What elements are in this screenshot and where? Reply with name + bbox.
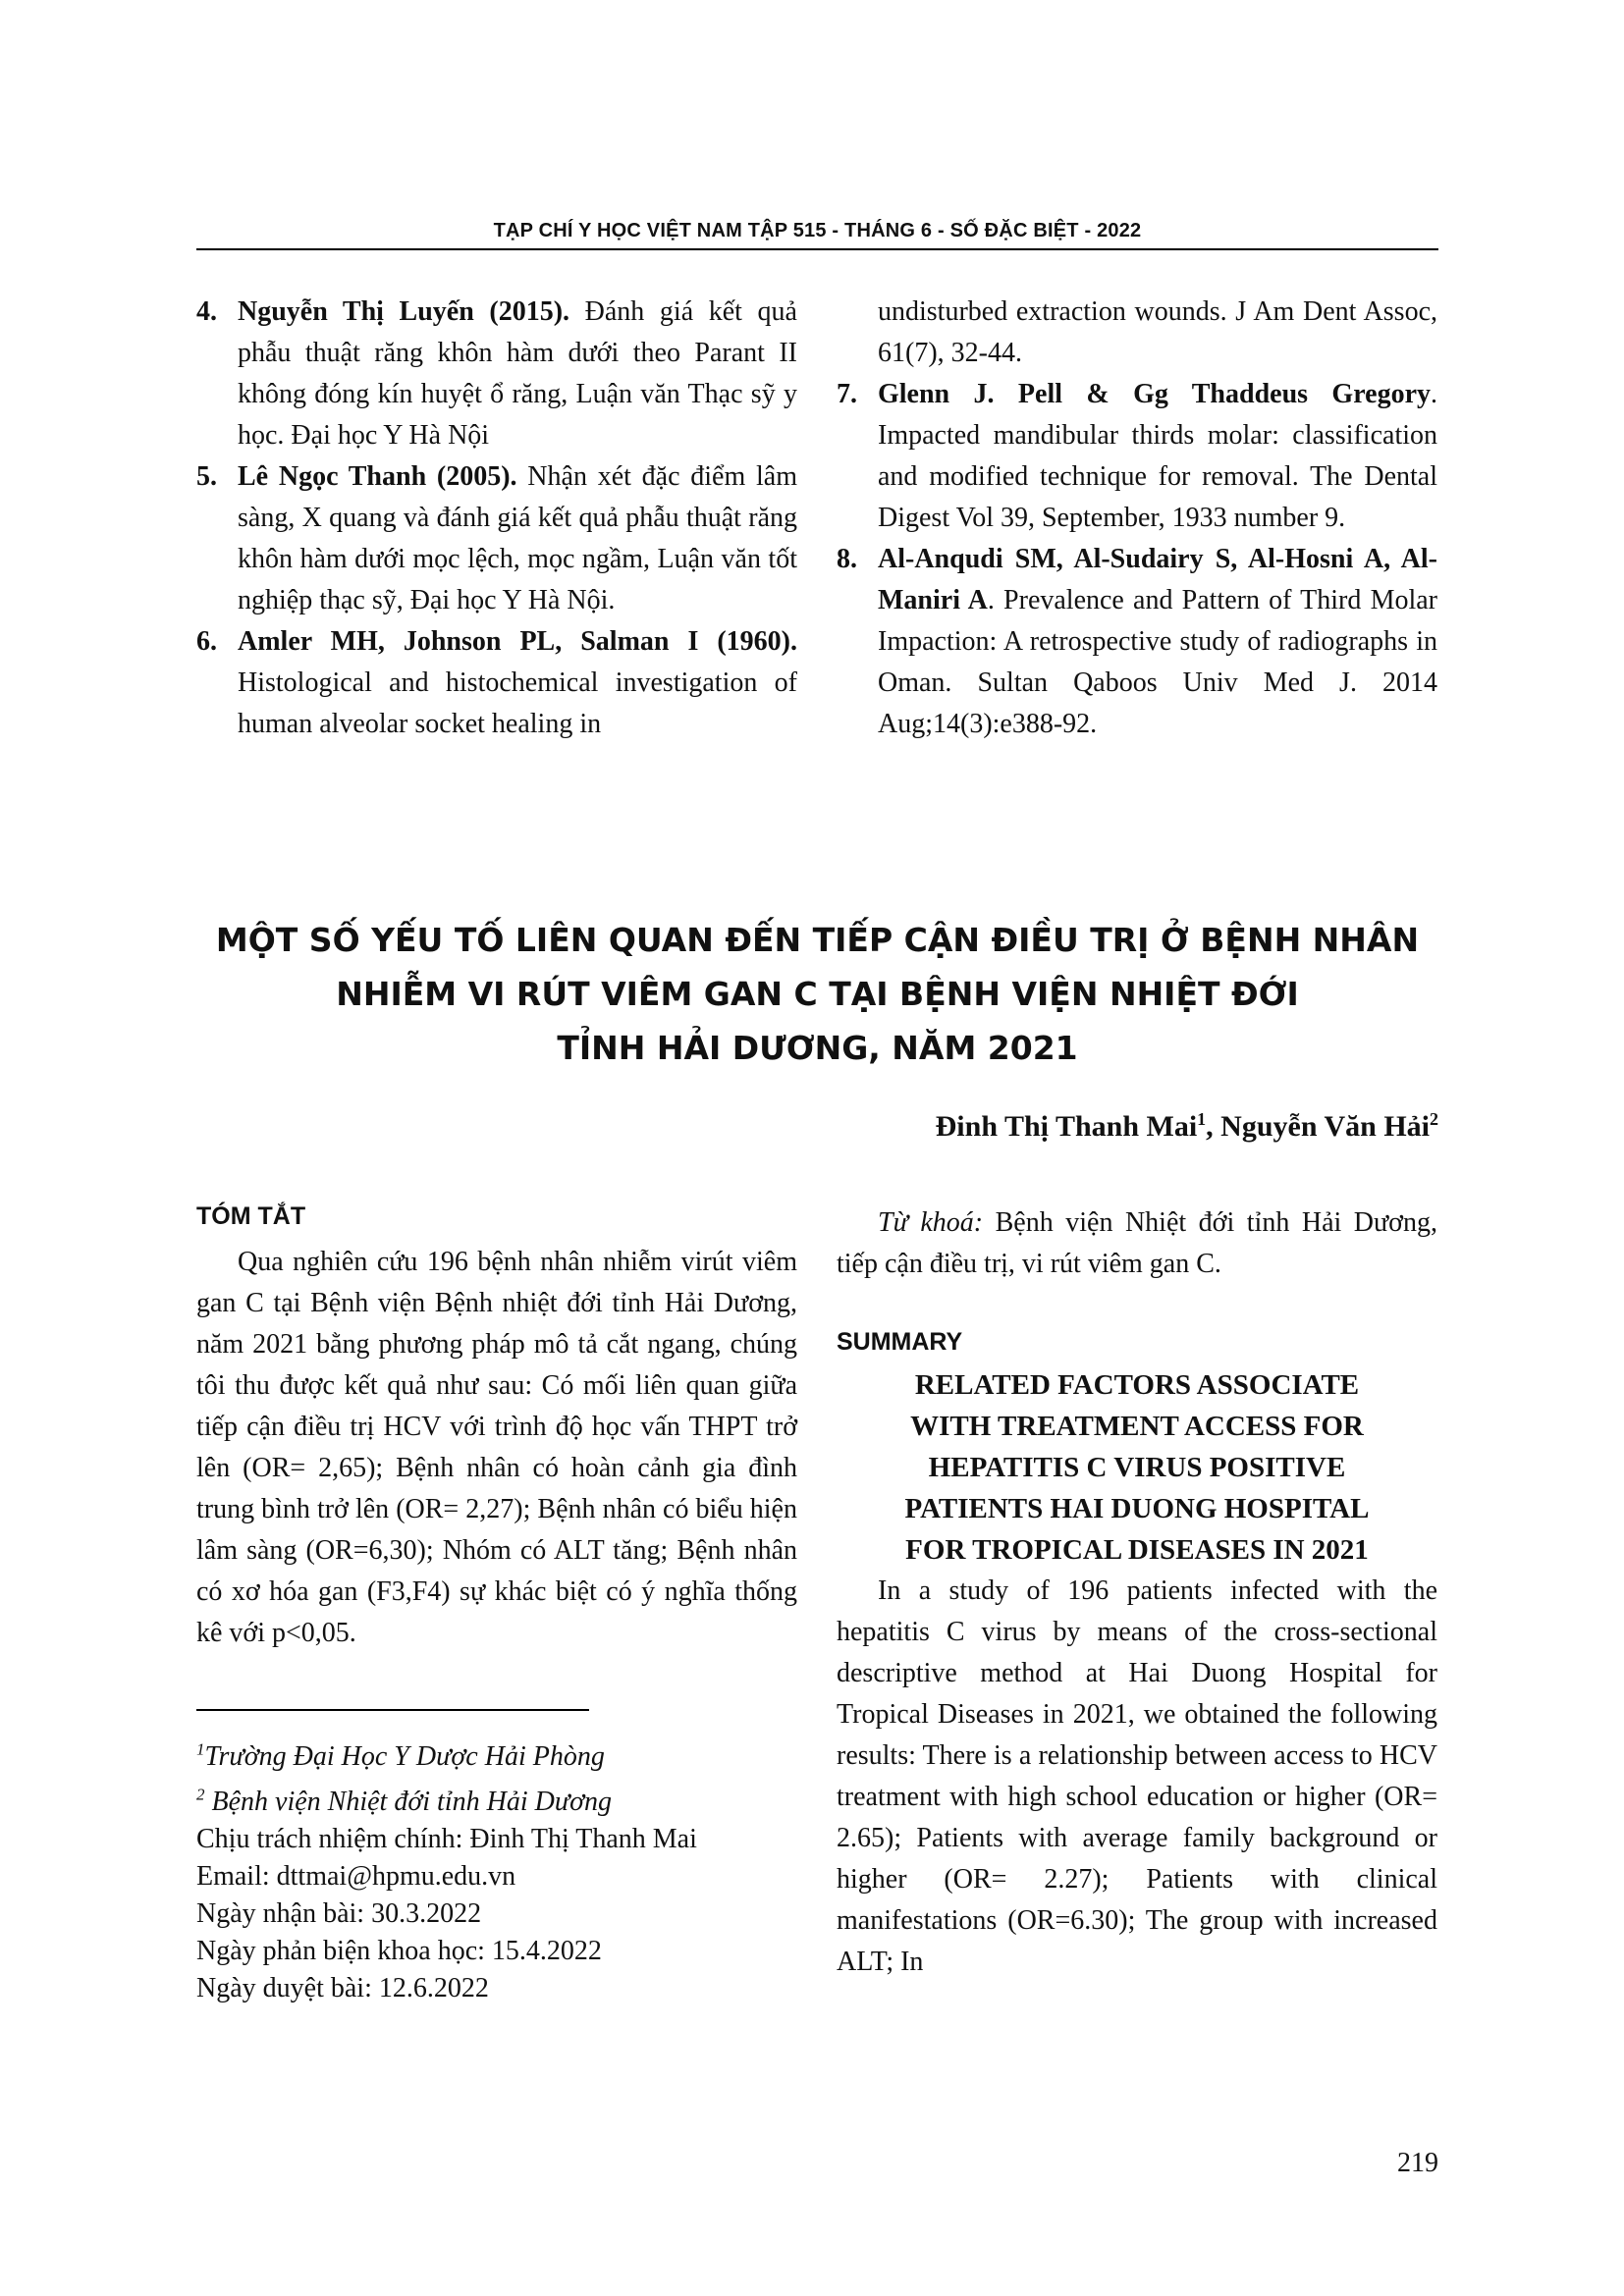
affiliation-2 (196, 1776, 797, 1820)
reference-text: Histological and histochemical investigation of human alveolar socket healing in (238, 667, 797, 739)
footnotes (196, 1732, 797, 2007)
reference-6 (196, 621, 797, 745)
summary-title-line: PATIENTS HAI DUONG HOSPITAL (904, 1493, 1370, 1524)
reference-number: 7. (837, 379, 857, 409)
affiliation-text: Bệnh viện Nhiệt đới tỉnh Hải Dương (204, 1786, 613, 1817)
reference-author: Glenn J. Pell & Gg Thaddeus Gregory (878, 379, 1431, 409)
abstract-heading: TÓM TẮT (196, 1202, 306, 1230)
author-name: Nguyễn Văn Hải (1220, 1110, 1430, 1143)
affiliation-1 (196, 1732, 797, 1776)
reference-5 (196, 456, 797, 621)
page-number: 219 (1397, 2148, 1438, 2178)
title-line: TỈNH HẢI DƯƠNG, NĂM 2021 (557, 1029, 1078, 1067)
reference-text: Nhận xét đặc điểm lâm sàng, X quang và đánh giá kết quả phẫu thuật răng khôn hàm dưới mọc lệch, mọc ngầm, Luận văn tốt nghiệp thạc sỹ, Đại học Y Hà Nội. (238, 461, 797, 615)
reference-author: Lê Ngọc Thanh (2005). (238, 461, 517, 492)
author-separator: , (1206, 1110, 1221, 1143)
summary-paragraph: In a study of 196 patients infected with the hepatitis C virus by means of the cross-sectional descriptive method at Hai Duong Hospital for Tropical Diseases in 2021, we obtained the following results: There is a relationship between access to HCV treatment with high school education or higher (OR= 2.65); Patients with average family background or higher (OR= 2.27); Patients with clinical manifestations (OR=6.30); The group with increased ALT; In (837, 1575, 1437, 1977)
abstract-vi-body (196, 1242, 797, 1654)
date-reviewed: Ngày phản biện khoa học: 15.4.2022 (196, 1935, 602, 1966)
reference-text: . Impacted mandibular thirds molar: classification and modified technique for removal. The Dental Digest Vol 39, September, 1933 number 9. (878, 379, 1437, 533)
reference-8 (837, 539, 1437, 745)
summary-block (837, 1364, 1437, 1983)
reference-number: 5. (196, 461, 217, 492)
references-right-column (837, 292, 1437, 745)
abstract-paragraph: Qua nghiên cứu 196 bệnh nhân nhiễm virút viêm gan C tại Bệnh viện Bệnh nhiệt đới tỉnh Hải Dương, năm 2021 bằng phương pháp mô tả cắt ngang, chúng tôi thu được kết quả như sau: Có mối liên quan giữa tiếp cận điều trị HCV với trình độ học vấn THPT trở lên (OR= 2,65); Bệnh nhân có hoàn cảnh gia đình trung bình trở lên (OR= 2,27); Bệnh nhân có biểu hiện lâm sàng (OR=6,30); Nhóm có ALT tăng; Bệnh nhân có xơ hóa gan (F3,F4) sự khác biệt có ý nghĩa thống kê với p<0,05. (196, 1247, 797, 1648)
summary-title-line: WITH TREATMENT ACCESS FOR (910, 1411, 1364, 1442)
reference-text: undisturbed extraction wounds. J Am Dent Assoc, 61(7), 32-44. (878, 296, 1437, 368)
reference-7 (837, 374, 1437, 539)
references-left-column (196, 292, 797, 745)
corresponding-author: Chịu trách nhiệm chính: Đinh Thị Thanh Mai (196, 1823, 697, 1854)
author-affiliation-marker: 2 (1430, 1109, 1438, 1129)
keywords (837, 1202, 1437, 1285)
summary-title-line: HEPATITIS C VIRUS POSITIVE (928, 1452, 1346, 1483)
reference-text: . Prevalence and Pattern of Third Molar Impaction: A retrospective study of radiographs in Oman. Sultan Qaboos Univ Med J. 2014 Aug;14(3):e388-92. (878, 585, 1437, 739)
summary-title-line: FOR TROPICAL DISEASES IN 2021 (905, 1534, 1369, 1566)
reference-author: Al-Anqudi SM, Al-Sudairy S, Al-Hosni A, Al-Maniri A (878, 544, 1437, 615)
keywords-label: Từ khoá: (878, 1207, 984, 1238)
reference-number: 6. (196, 626, 217, 657)
reference-number: 8. (837, 544, 857, 574)
date-received: Ngày nhận bài: 30.3.2022 (196, 1897, 482, 1929)
reference-4 (196, 292, 797, 456)
author-name: Đinh Thị Thanh Mai (935, 1110, 1198, 1143)
affiliation-text: Trường Đại Học Y Dược Hải Phòng (204, 1741, 605, 1773)
keywords-text: Bệnh viện Nhiệt đới tỉnh Hải Dương, tiếp cận điều trị, vi rút viêm gan C. (837, 1207, 1437, 1279)
keywords-paragraph (837, 1202, 1437, 1285)
reference-6-continued (837, 292, 1437, 374)
date-accepted: Ngày duyệt bài: 12.6.2022 (196, 1972, 489, 2003)
footnote-divider (196, 1709, 589, 1711)
summary-title-line: RELATED FACTORS ASSOCIATE (914, 1369, 1360, 1401)
reference-author: Amler MH, Johnson PL, Salman I (1960). (238, 626, 797, 657)
reference-number: 4. (196, 296, 217, 327)
reference-text: Đánh giá kết quả phẫu thuật răng khôn hàm dưới theo Parant II không đóng kín huyệt ổ răng, Luận văn Thạc sỹ y học. Đại học Y Hà Nội (238, 296, 797, 451)
article-title (196, 913, 1438, 1075)
author-affiliation-marker: 1 (1197, 1109, 1207, 1129)
summary-heading: SUMMARY (837, 1328, 963, 1356)
affiliation-marker: 1 (196, 1740, 205, 1759)
affiliation-marker: 2 (196, 1785, 205, 1804)
reference-author: Nguyễn Thị Luyến (2015). (238, 296, 570, 327)
email: Email: dttmai@hpmu.edu.vn (196, 1860, 516, 1892)
journal-header: TẠP CHÍ Y HỌC VIỆT NAM TẬP 515 - THÁNG 6 - SỐ ĐẶC BIỆT - 2022 (196, 220, 1438, 250)
title-line: NHIỄM VI RÚT VIÊM GAN C TẠI BỆNH VIỆN NHIỆT ĐỚI (336, 975, 1299, 1013)
authors (936, 1109, 1438, 1144)
title-line: MỘT SỐ YẾU TỐ LIÊN QUAN ĐẾN TIẾP CẬN ĐIỀU TRỊ Ở BỆNH NHÂN (215, 921, 1420, 959)
